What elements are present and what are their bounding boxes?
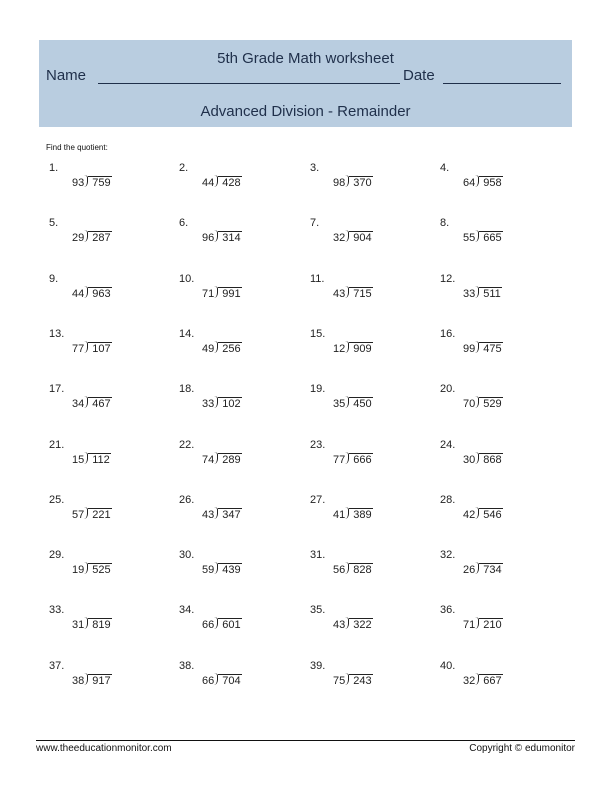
problem-item bbox=[179, 383, 299, 423]
problem-item bbox=[440, 328, 560, 368]
long-division bbox=[202, 230, 242, 244]
division-bracket-icon bbox=[475, 175, 479, 188]
long-division bbox=[463, 617, 503, 631]
worksheet-title: 5th Grade Math worksheet bbox=[217, 50, 394, 67]
footer-copyright: Copyright © edumonitor bbox=[469, 743, 575, 754]
long-division bbox=[333, 286, 373, 300]
long-division bbox=[202, 175, 242, 189]
long-division bbox=[72, 230, 112, 244]
long-division bbox=[202, 673, 242, 687]
divisor: 96 bbox=[202, 232, 215, 245]
instructions: Find the quotient: bbox=[46, 143, 108, 152]
dividend: 289 bbox=[218, 453, 241, 466]
name-label: Name bbox=[46, 67, 87, 84]
divisor: 93 bbox=[72, 177, 85, 189]
dividend: 917 bbox=[88, 674, 111, 687]
divisor: 44 bbox=[202, 177, 215, 189]
problem-number: 25. bbox=[49, 493, 65, 506]
division-bracket-icon bbox=[84, 562, 88, 575]
problem-number: 34. bbox=[179, 604, 195, 617]
problem-item bbox=[179, 660, 299, 700]
problem-number: 23. bbox=[310, 438, 326, 451]
long-division bbox=[72, 507, 112, 521]
problem-number: 40. bbox=[440, 659, 456, 672]
problem-item bbox=[179, 549, 299, 589]
problem-number: 3. bbox=[310, 162, 320, 174]
long-division bbox=[463, 673, 503, 687]
division-bracket-icon bbox=[214, 396, 218, 409]
problem-item bbox=[310, 217, 430, 257]
divisor: 66 bbox=[202, 674, 215, 687]
problem-item bbox=[179, 439, 299, 479]
dividend: 439 bbox=[218, 563, 241, 576]
dividend: 868 bbox=[479, 453, 502, 466]
problem-item bbox=[310, 660, 430, 700]
long-division bbox=[333, 341, 373, 355]
division-bracket-icon bbox=[84, 396, 88, 409]
divisor: 59 bbox=[202, 564, 215, 577]
problem-number: 28. bbox=[440, 493, 456, 506]
divisor: 75 bbox=[333, 674, 346, 687]
long-division bbox=[333, 175, 373, 189]
problem-item bbox=[49, 383, 169, 423]
divisor: 64 bbox=[463, 177, 476, 189]
division-bracket-icon bbox=[214, 452, 218, 465]
long-division bbox=[202, 396, 242, 410]
division-bracket-icon bbox=[84, 673, 88, 686]
division-bracket-icon bbox=[84, 230, 88, 243]
problem-item bbox=[49, 549, 169, 589]
dividend: 546 bbox=[479, 508, 502, 521]
problem-item bbox=[49, 604, 169, 644]
problem-number: 7. bbox=[310, 217, 320, 230]
long-division bbox=[202, 507, 242, 521]
problem-item bbox=[49, 217, 169, 257]
division-bracket-icon bbox=[475, 286, 479, 299]
problem-number: 33. bbox=[49, 604, 65, 617]
divisor: 12 bbox=[333, 342, 346, 355]
problem-number: 8. bbox=[440, 217, 450, 230]
dividend: 667 bbox=[479, 674, 502, 687]
problem-number: 35. bbox=[310, 604, 326, 617]
long-division bbox=[333, 452, 373, 466]
dividend: 525 bbox=[88, 563, 111, 576]
division-bracket-icon bbox=[475, 507, 479, 520]
dividend: 370 bbox=[349, 176, 372, 189]
division-bracket-icon bbox=[345, 452, 349, 465]
problem-item bbox=[49, 273, 169, 313]
long-division bbox=[463, 562, 503, 576]
dividend: 243 bbox=[349, 674, 372, 687]
division-bracket-icon bbox=[84, 341, 88, 354]
long-division bbox=[72, 673, 112, 687]
dividend: 287 bbox=[88, 231, 111, 244]
problem-item bbox=[310, 383, 430, 423]
problem-number: 13. bbox=[49, 327, 65, 340]
divisor: 49 bbox=[202, 342, 215, 355]
problem-item bbox=[440, 494, 560, 534]
problem-item bbox=[179, 494, 299, 534]
division-bracket-icon bbox=[84, 507, 88, 520]
date-label: Date bbox=[403, 67, 435, 84]
long-division bbox=[463, 175, 503, 189]
long-division bbox=[463, 452, 503, 466]
problem-item bbox=[49, 328, 169, 368]
dividend: 666 bbox=[349, 453, 372, 466]
divisor: 44 bbox=[72, 287, 85, 300]
division-bracket-icon bbox=[84, 286, 88, 299]
problem-item bbox=[179, 162, 299, 202]
problem-item bbox=[49, 660, 169, 700]
footer-website: www.theeducationmonitor.com bbox=[36, 743, 172, 754]
dividend: 529 bbox=[479, 397, 502, 410]
problem-item bbox=[49, 439, 169, 479]
problem-number: 16. bbox=[440, 327, 456, 340]
divisor: 32 bbox=[333, 232, 346, 245]
divisor: 57 bbox=[72, 508, 85, 521]
problem-number: 1. bbox=[49, 162, 59, 174]
problem-number: 26. bbox=[179, 493, 195, 506]
divisor: 34 bbox=[72, 398, 85, 411]
long-division bbox=[333, 507, 373, 521]
dividend: 102 bbox=[218, 397, 241, 410]
problem-number: 10. bbox=[179, 272, 195, 285]
divisor: 98 bbox=[333, 177, 346, 189]
dividend: 511 bbox=[479, 287, 502, 300]
division-bracket-icon bbox=[475, 673, 479, 686]
dividend: 759 bbox=[88, 176, 111, 189]
problem-number: 31. bbox=[310, 549, 326, 562]
division-bracket-icon bbox=[214, 507, 218, 520]
dividend: 665 bbox=[479, 231, 502, 244]
division-bracket-icon bbox=[475, 230, 479, 243]
problem-number: 15. bbox=[310, 327, 326, 340]
worksheet-subtitle: Advanced Division - Remainder bbox=[200, 103, 411, 120]
problem-number: 29. bbox=[49, 549, 65, 562]
problem-item bbox=[310, 162, 430, 202]
footer-divider bbox=[36, 740, 575, 741]
problem-item bbox=[179, 217, 299, 257]
problem-item bbox=[49, 162, 169, 202]
divisor: 77 bbox=[72, 342, 85, 355]
dividend: 428 bbox=[218, 176, 241, 189]
long-division bbox=[72, 286, 112, 300]
dividend: 991 bbox=[218, 287, 241, 300]
division-bracket-icon bbox=[475, 341, 479, 354]
problem-number: 38. bbox=[179, 659, 195, 672]
divisor: 42 bbox=[463, 508, 476, 521]
long-division bbox=[72, 452, 111, 466]
problem-item bbox=[179, 328, 299, 368]
dividend: 715 bbox=[349, 287, 372, 300]
problem-number: 39. bbox=[310, 659, 326, 672]
dividend: 467 bbox=[88, 397, 111, 410]
division-bracket-icon bbox=[345, 341, 349, 354]
division-bracket-icon bbox=[345, 396, 349, 409]
long-division bbox=[202, 452, 242, 466]
problem-number: 14. bbox=[179, 327, 195, 340]
problem-item bbox=[310, 439, 430, 479]
problem-item bbox=[440, 439, 560, 479]
long-division bbox=[463, 230, 503, 244]
divisor: 71 bbox=[202, 287, 215, 300]
problem-number: 11. bbox=[310, 272, 325, 285]
long-division bbox=[72, 617, 112, 631]
problem-item bbox=[440, 549, 560, 589]
dividend: 958 bbox=[479, 176, 502, 189]
dividend: 221 bbox=[88, 508, 111, 521]
dividend: 909 bbox=[349, 342, 372, 355]
long-division bbox=[202, 341, 242, 355]
problem-number: 30. bbox=[179, 549, 195, 562]
dividend: 601 bbox=[218, 618, 241, 631]
long-division bbox=[202, 617, 242, 631]
divisor: 70 bbox=[463, 398, 476, 411]
division-bracket-icon bbox=[475, 562, 479, 575]
problem-number: 5. bbox=[49, 217, 59, 230]
dividend: 450 bbox=[349, 397, 372, 410]
divisor: 29 bbox=[72, 232, 85, 245]
dividend: 389 bbox=[349, 508, 372, 521]
long-division bbox=[202, 562, 242, 576]
division-bracket-icon bbox=[214, 286, 218, 299]
long-division bbox=[463, 396, 503, 410]
long-division bbox=[333, 396, 373, 410]
long-division bbox=[333, 673, 373, 687]
dividend: 107 bbox=[88, 342, 111, 355]
problem-number: 36. bbox=[440, 604, 456, 617]
divisor: 15 bbox=[72, 453, 85, 466]
dividend: 210 bbox=[479, 618, 502, 631]
division-bracket-icon bbox=[475, 396, 479, 409]
problem-number: 27. bbox=[310, 493, 326, 506]
divisor: 26 bbox=[463, 564, 476, 577]
division-bracket-icon bbox=[214, 341, 218, 354]
problem-number: 22. bbox=[179, 438, 195, 451]
division-bracket-icon bbox=[475, 452, 479, 465]
problem-number: 4. bbox=[440, 162, 450, 174]
long-division bbox=[463, 286, 502, 300]
problem-number: 37. bbox=[49, 659, 65, 672]
division-bracket-icon bbox=[214, 562, 218, 575]
long-division bbox=[333, 230, 373, 244]
divisor: 38 bbox=[72, 674, 85, 687]
dividend: 112 bbox=[88, 453, 111, 466]
dividend: 314 bbox=[218, 231, 241, 244]
problem-item bbox=[310, 604, 430, 644]
divisor: 41 bbox=[333, 508, 346, 521]
divisor: 35 bbox=[333, 398, 346, 411]
division-bracket-icon bbox=[345, 230, 349, 243]
problem-number: 18. bbox=[179, 383, 195, 396]
divisor: 56 bbox=[333, 564, 346, 577]
division-bracket-icon bbox=[214, 673, 218, 686]
problem-item bbox=[310, 273, 430, 313]
problem-number: 32. bbox=[440, 549, 456, 562]
dividend: 322 bbox=[349, 618, 372, 631]
long-division bbox=[72, 341, 112, 355]
dividend: 347 bbox=[218, 508, 241, 521]
long-division bbox=[463, 341, 503, 355]
long-division bbox=[463, 507, 503, 521]
problem-item bbox=[310, 549, 430, 589]
division-bracket-icon bbox=[84, 452, 88, 465]
long-division bbox=[72, 562, 112, 576]
division-bracket-icon bbox=[475, 617, 479, 630]
division-bracket-icon bbox=[84, 175, 88, 188]
problem-number: 9. bbox=[49, 272, 59, 285]
long-division bbox=[333, 562, 373, 576]
problem-number: 19. bbox=[310, 383, 326, 396]
problem-item bbox=[440, 162, 560, 202]
dividend: 963 bbox=[88, 287, 111, 300]
divisor: 71 bbox=[463, 619, 476, 632]
dividend: 904 bbox=[349, 231, 372, 244]
division-bracket-icon bbox=[345, 562, 349, 575]
division-bracket-icon bbox=[345, 286, 349, 299]
division-bracket-icon bbox=[345, 507, 349, 520]
divisor: 77 bbox=[333, 453, 346, 466]
problem-item bbox=[440, 217, 560, 257]
division-bracket-icon bbox=[214, 617, 218, 630]
problem-number: 6. bbox=[179, 217, 189, 230]
problem-number: 21. bbox=[49, 438, 65, 451]
divisor: 33 bbox=[463, 287, 476, 300]
problem-item bbox=[179, 273, 299, 313]
long-division bbox=[72, 396, 112, 410]
dividend: 828 bbox=[349, 563, 372, 576]
divisor: 55 bbox=[463, 232, 476, 245]
problem-item bbox=[440, 273, 560, 313]
problem-item bbox=[440, 604, 560, 644]
division-bracket-icon bbox=[345, 617, 349, 630]
divisor: 99 bbox=[463, 342, 476, 355]
dividend: 704 bbox=[218, 674, 241, 687]
divisor: 30 bbox=[463, 453, 476, 466]
problem-number: 17. bbox=[49, 383, 65, 396]
long-division bbox=[202, 286, 242, 300]
problem-item bbox=[310, 328, 430, 368]
problem-number: 24. bbox=[440, 438, 456, 451]
problem-item bbox=[440, 383, 560, 423]
divisor: 66 bbox=[202, 619, 215, 632]
divisor: 43 bbox=[333, 619, 346, 632]
divisor: 43 bbox=[333, 287, 346, 300]
dividend: 256 bbox=[218, 342, 241, 355]
dividend: 734 bbox=[479, 563, 502, 576]
division-bracket-icon bbox=[345, 175, 349, 188]
dividend: 819 bbox=[88, 618, 111, 631]
division-bracket-icon bbox=[214, 230, 218, 243]
division-bracket-icon bbox=[345, 673, 349, 686]
dividend: 475 bbox=[479, 342, 502, 355]
problem-number: 12. bbox=[440, 272, 456, 285]
problem-item bbox=[179, 604, 299, 644]
divisor: 32 bbox=[463, 674, 476, 687]
problem-item bbox=[440, 660, 560, 700]
long-division bbox=[72, 175, 112, 189]
divisor: 74 bbox=[202, 453, 215, 466]
long-division bbox=[333, 617, 373, 631]
divisor: 19 bbox=[72, 564, 85, 577]
problem-number: 2. bbox=[179, 162, 189, 174]
problem-number: 20. bbox=[440, 383, 456, 396]
problem-item bbox=[310, 494, 430, 534]
divisor: 31 bbox=[72, 619, 85, 632]
division-bracket-icon bbox=[84, 617, 88, 630]
problem-item bbox=[49, 494, 169, 534]
divisor: 33 bbox=[202, 398, 215, 411]
divisor: 43 bbox=[202, 508, 215, 521]
division-bracket-icon bbox=[214, 175, 218, 188]
